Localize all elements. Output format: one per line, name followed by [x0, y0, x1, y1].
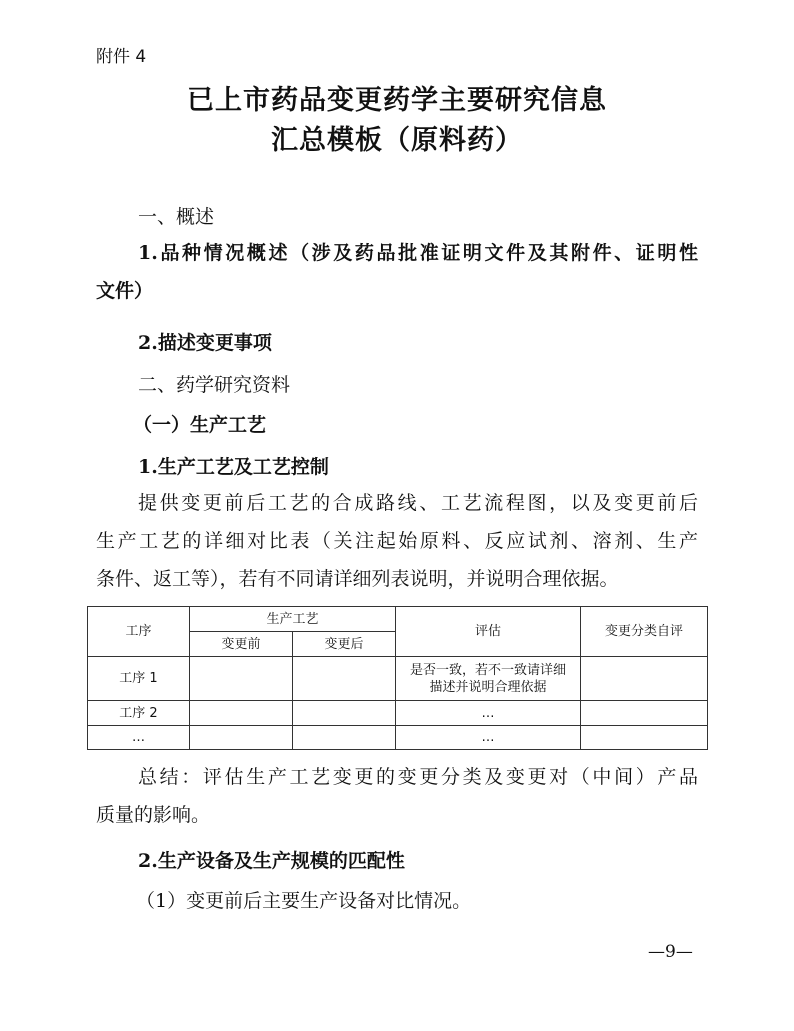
header-evaluation: 评估	[396, 607, 581, 657]
header-production-process: 生产工艺	[190, 607, 396, 632]
cell-process: 工序 2	[88, 701, 190, 726]
cell-classification	[581, 701, 708, 726]
table-row	[88, 657, 708, 701]
header-classification: 变更分类自评	[581, 607, 708, 657]
cell-evaluation	[396, 657, 581, 701]
section-heading-overview: 一、概述	[138, 206, 215, 228]
cell-evaluation: …	[396, 726, 581, 750]
cell-before	[190, 726, 293, 750]
attachment-label: 附件 4	[96, 47, 147, 67]
table-row	[88, 701, 708, 726]
section-heading-pharma-research: 二、药学研究资料	[138, 374, 291, 396]
table-header-row	[88, 607, 708, 632]
cell-evaluation-line-1: 是否一致，若不一致请详细	[410, 662, 567, 678]
cell-classification	[581, 657, 708, 701]
document-title-line-2: 汇总模板（原料药）	[271, 125, 523, 156]
paragraph-line-3: 条件、返工等），若有不同请详细列表说明，并说明合理依据。	[96, 568, 619, 590]
header-before-change: 变更前	[190, 632, 293, 657]
section-process-control-heading: 1.生产工艺及工艺控制	[138, 456, 329, 478]
section-1-1-line-2: 文件）	[96, 280, 154, 302]
section-1-2-heading: 2.描述变更事项	[138, 332, 272, 354]
summary-line-1: 总结：评估生产工艺变更的变更分类及变更对（中间）产品	[138, 766, 698, 788]
cell-after	[293, 657, 396, 701]
process-description-paragraph	[96, 484, 698, 598]
section-1-1-heading	[96, 234, 698, 310]
cell-process: …	[88, 726, 190, 750]
cell-process: 工序 1	[88, 657, 190, 701]
document-title-line-1: 已上市药品变更药学主要研究信息	[187, 85, 607, 116]
page-number: —9—	[648, 942, 693, 962]
header-after-change: 变更后	[293, 632, 396, 657]
summary-line-2: 质量的影响。	[96, 804, 211, 826]
summary-paragraph	[96, 758, 698, 834]
section-production-process-heading: （一）生产工艺	[133, 414, 267, 436]
process-comparison-table	[87, 606, 708, 750]
header-process: 工序	[88, 607, 190, 657]
cell-evaluation: …	[396, 701, 581, 726]
cell-before	[190, 701, 293, 726]
cell-after	[293, 726, 396, 750]
equipment-comparison-item: （1）变更前后主要生产设备对比情况。	[136, 890, 472, 912]
cell-before	[190, 657, 293, 701]
paragraph-line-2: 生产工艺的详细对比表（关注起始原料、反应试剂、溶剂、生产	[96, 530, 698, 552]
cell-after	[293, 701, 396, 726]
table-row	[88, 726, 708, 750]
cell-evaluation-line-2: 描述并说明合理依据	[429, 679, 547, 695]
section-equipment-scale-heading: 2.生产设备及生产规模的匹配性	[138, 850, 405, 872]
section-1-1-line-1: 1.品种情况概述（涉及药品批准证明文件及其附件、证明性	[138, 242, 698, 264]
paragraph-line-1: 提供变更前后工艺的合成路线、工艺流程图，以及变更前后	[138, 492, 698, 514]
cell-classification	[581, 726, 708, 750]
